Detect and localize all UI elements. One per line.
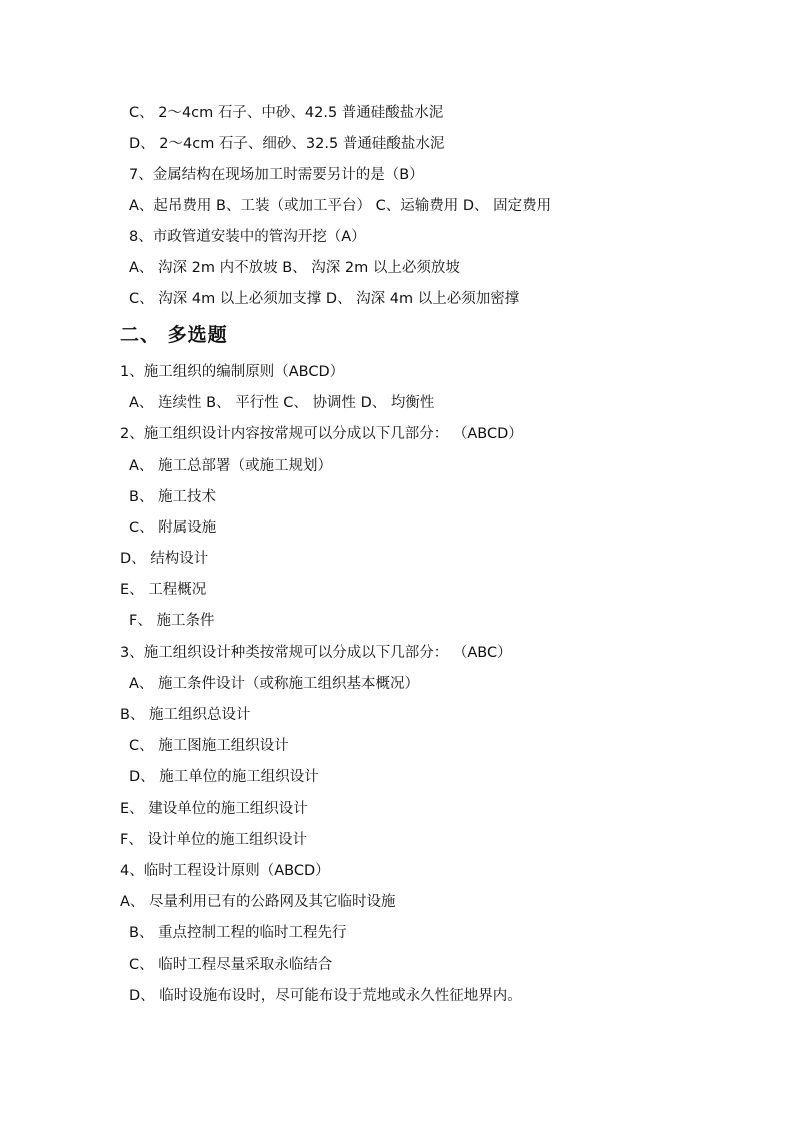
- question-7: 7、金属结构在现场加工时需要另计的是（B）: [129, 167, 424, 183]
- option-line-d: D、 2～4cm 石子、细砂、32.5 普通硅酸盐水泥: [129, 136, 445, 152]
- mc-question-4: 4、临时工程设计原则（ABCD）: [120, 863, 330, 879]
- mc-question-4-option-c: C、 临时工程尽量采取永临结合: [129, 957, 333, 973]
- mc-question-3-option-d: D、 施工单位的施工组织设计: [129, 769, 319, 785]
- mc-question-3-option-e: E、 建设单位的施工组织设计: [120, 801, 308, 817]
- mc-question-2-option-a: A、 施工总部署（或施工规划）: [129, 458, 333, 474]
- mc-question-3-option-f: F、 设计单位的施工组织设计: [120, 832, 307, 848]
- section-heading: 二、 多选题: [120, 324, 228, 346]
- mc-question-4-option-d: D、 临时设施布设时，尽可能布设于荒地或永久性征地界内。: [129, 988, 522, 1004]
- mc-question-1: 1、施工组织的编制原则（ABCD）: [120, 364, 345, 380]
- question-8-options-ab: A、 沟深 2m 内不放坡 B、 沟深 2m 以上必须放坡: [129, 260, 460, 276]
- mc-question-2: 2、施工组织设计内容按常规可以分成以下几部分： （ABCD）: [120, 426, 523, 442]
- mc-question-4-option-a: A、 尽量利用已有的公路网及其它临时设施: [120, 894, 396, 910]
- mc-question-2-option-c: C、 附属设施: [129, 520, 217, 536]
- question-8-options-cd: C、 沟深 4m 以上必须加支撑 D、 沟深 4m 以上必须加密撑: [129, 291, 520, 307]
- question-7-options: A、起吊费用 B、工装（或加工平台） C、运输费用 D、 固定费用: [129, 198, 552, 214]
- mc-question-2-option-f: F、 施工条件: [129, 613, 215, 629]
- mc-question-3: 3、施工组织设计种类按常规可以分成以下几部分： （ABC）: [120, 645, 512, 661]
- mc-question-1-options: A、 连续性 B、 平行性 C、 协调性 D、 均衡性: [129, 395, 435, 411]
- mc-question-3-option-a: A、 施工条件设计（或称施工组织基本概况）: [129, 676, 420, 692]
- option-line-c: C、 2～4cm 石子、中砂、42.5 普通硅酸盐水泥: [129, 105, 444, 121]
- mc-question-2-option-b: B、 施工技术: [129, 489, 217, 505]
- mc-question-2-option-d: D、 结构设计: [120, 551, 209, 567]
- question-8: 8、市政管道安装中的管沟开挖（A）: [129, 229, 366, 245]
- mc-question-2-option-e: E、 工程概况: [120, 582, 207, 598]
- mc-question-3-option-c: C、 施工图施工组织设计: [129, 738, 289, 754]
- mc-question-4-option-b: B、 重点控制工程的临时工程先行: [129, 925, 347, 941]
- mc-question-3-option-b: B、 施工组织总设计: [120, 707, 251, 723]
